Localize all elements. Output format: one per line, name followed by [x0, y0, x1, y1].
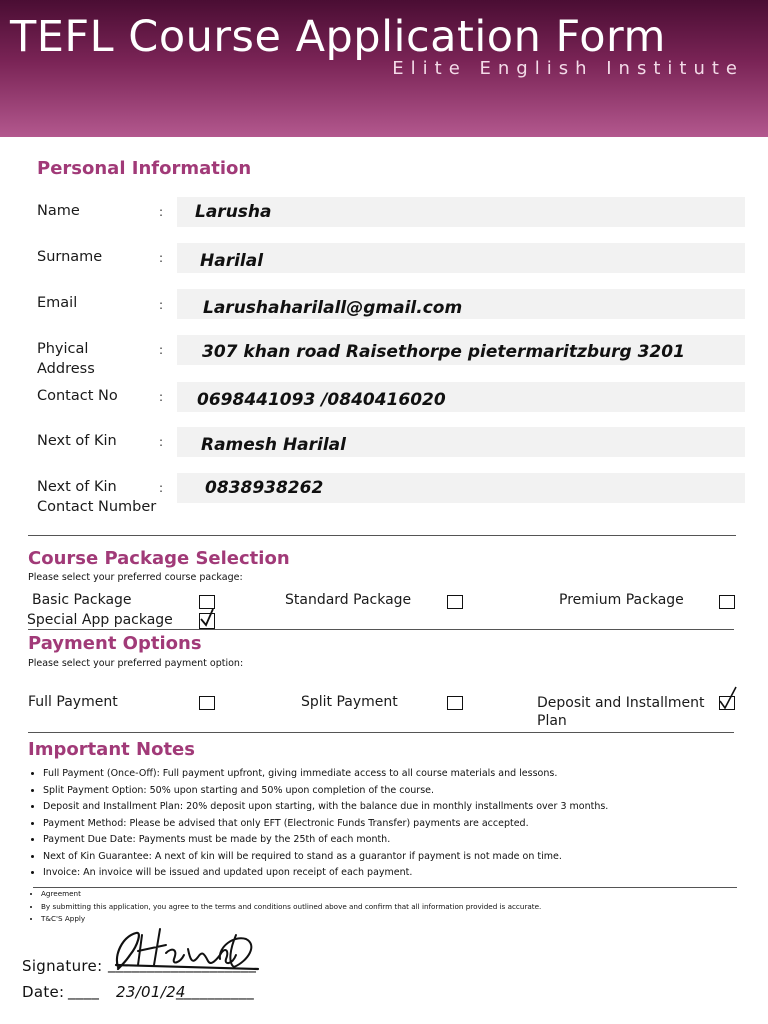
list-item: • Full Payment (Once-Off): Full payment upfront, giving immediate access to all course materials and lessons. [43, 766, 608, 783]
list-item: • By submitting this application, you agree to the terms and conditions outlined above and confirm that all information provided is accurate. [41, 901, 541, 914]
notes-list [33, 766, 608, 882]
payment-options-heading: Payment Options [28, 633, 202, 654]
list-item: • Payment Method: Please be advised that only EFT (Electronic Funds Transfer) payments are accepted. [43, 816, 608, 833]
list-item: • Next of Kin Guarantee: A next of kin will be required to stand as a guarantor if payment is not made on time. [43, 849, 608, 866]
name-colon: : [159, 205, 164, 219]
date-line-before: ____ [68, 982, 100, 1000]
split-payment-label: Split Payment [301, 694, 398, 710]
full-payment-label: Full Payment [28, 694, 118, 710]
form-header [0, 0, 768, 137]
divider [28, 629, 734, 630]
name-label: Name [37, 203, 80, 219]
signature-image [108, 925, 268, 975]
list-item: • Split Payment Option: 50% upon starting and 50% upon completion of the course. [43, 783, 608, 800]
premium-package-label: Premium Package [559, 592, 684, 608]
full-payment-checkbox[interactable] [199, 696, 215, 710]
deposit-installment-label: Deposit and Installment Plan [537, 695, 705, 729]
email-value: Larushaharilall@gmail.com [203, 298, 463, 318]
address-colon: : [159, 343, 164, 357]
basic-package-checkbox[interactable] [199, 595, 215, 609]
list-item: • T&C'S Apply [41, 913, 541, 926]
list-item: • Deposit and Installment Plan: 20% deposit upon starting, with the balance due in monthly installments over 3 months. [43, 799, 608, 816]
next-of-kin-label: Next of Kin [37, 433, 117, 449]
payment-instruction: Please select your preferred payment option: [28, 658, 244, 669]
next-of-kin-value: Ramesh Harilal [201, 435, 346, 455]
premium-package-checkbox[interactable] [719, 595, 735, 609]
surname-colon: : [159, 251, 164, 265]
kin-contact-label: Next of Kin Contact Number [37, 479, 157, 515]
course-package-heading: Course Package Selection [28, 548, 290, 569]
signature-label: Signature: [22, 957, 103, 975]
basic-package-label: Basic Package [32, 592, 132, 608]
kin-contact-value: 0838938262 [205, 478, 324, 498]
date-value[interactable]: 23/01/24 [116, 983, 186, 1001]
course-instruction: Please select your preferred course package: [28, 572, 243, 583]
special-app-package-checkbox[interactable] [199, 613, 215, 629]
contact-colon: : [159, 390, 164, 404]
checkmark-icon [199, 608, 217, 628]
address-label: Phyical Address [37, 341, 95, 377]
address-value: 307 khan road Raisethorpe pietermaritzburg 3201 [202, 342, 685, 362]
next-of-kin-colon: : [159, 435, 164, 449]
date-label: Date: [22, 983, 65, 1001]
form-title: TEFL Course Application Form [10, 12, 666, 62]
surname-label: Surname [37, 249, 103, 265]
special-app-package-label: Special App package [27, 612, 173, 628]
standard-package-checkbox[interactable] [447, 595, 463, 609]
deposit-installment-checkbox[interactable] [719, 696, 735, 710]
list-item: • Invoice: An invoice will be issued and updated upon receipt of each payment. [43, 865, 608, 882]
standard-package-label: Standard Package [285, 592, 412, 608]
divider [28, 535, 736, 536]
name-value: Larusha [195, 202, 272, 222]
split-payment-checkbox[interactable] [447, 696, 463, 710]
list-item: • Payment Due Date: Payments must be made by the 25th of each month. [43, 832, 608, 849]
personal-info-heading: Personal Information [37, 158, 252, 179]
divider [28, 732, 734, 733]
signature-line[interactable]: ___________________ [108, 955, 257, 973]
important-notes-heading: Important Notes [28, 739, 195, 760]
list-item: • Agreement [41, 888, 541, 901]
email-label: Email [37, 295, 78, 311]
institute-name: Elite English Institute [392, 58, 744, 79]
surname-value: Harilal [200, 251, 264, 271]
contact-value: 0698441093 /0840416020 [197, 390, 446, 410]
contact-label: Contact No [37, 388, 118, 404]
date-line-after: __________ [176, 982, 254, 1000]
checkmark-icon [719, 691, 739, 711]
kin-contact-colon: : [159, 481, 164, 495]
agreement-list [33, 888, 541, 926]
email-colon: : [159, 298, 164, 312]
